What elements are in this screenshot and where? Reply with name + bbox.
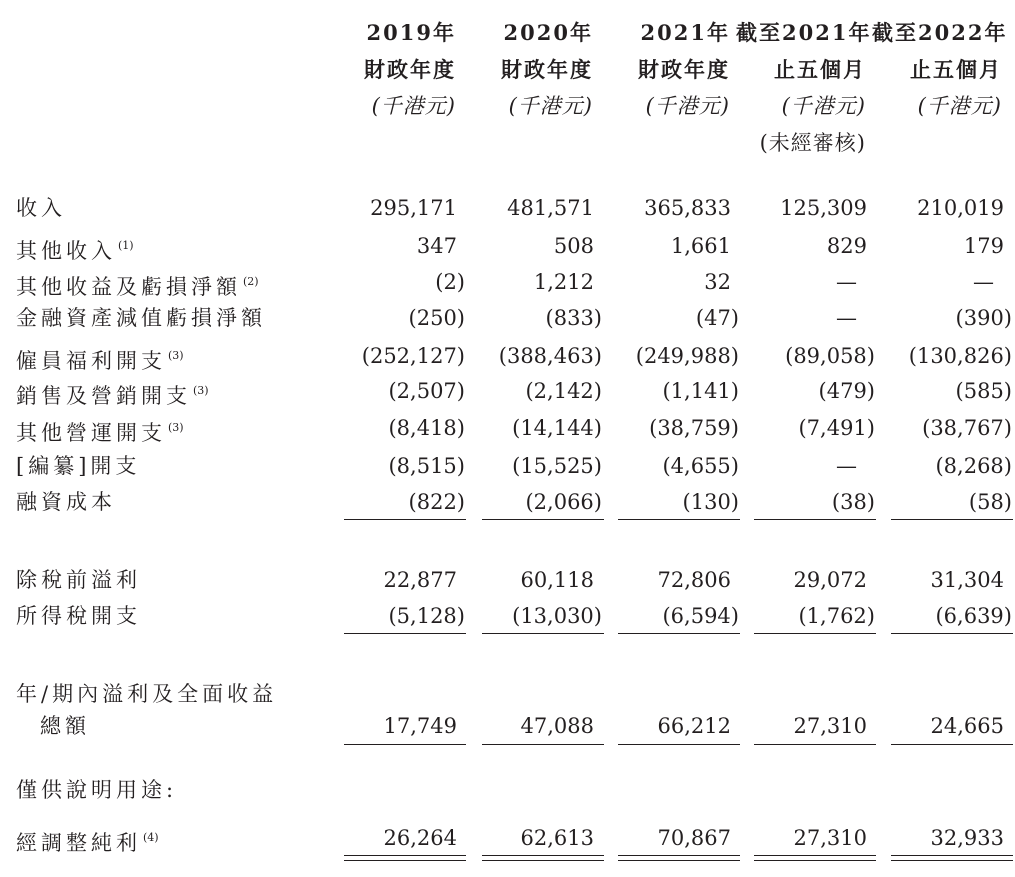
row-label (16, 373, 209, 414)
cell-value: 22,877 (383, 568, 457, 592)
cell-value: (89,058) (785, 344, 875, 368)
header-year: 2020年 (503, 20, 593, 45)
row-label (16, 598, 141, 634)
cell-value: (8,515) (388, 454, 465, 478)
cell-value: (250) (408, 306, 465, 330)
cell-value: (7,491) (798, 416, 875, 440)
cell-value: 24,665 (930, 714, 1004, 738)
cell-value: — (973, 270, 994, 294)
cell-value: (8,418) (388, 416, 465, 440)
cell-value: 47,088 (520, 714, 594, 738)
column-header-5m-2021 (736, 14, 872, 162)
cell-value: (833) (545, 306, 602, 330)
footnote-ref: (3) (168, 421, 184, 434)
header-year: 截至2022年 (872, 20, 1008, 45)
row-label (16, 562, 141, 598)
header-unit: (千港元) (371, 94, 456, 118)
header-period: 財政年度 (501, 57, 593, 82)
row-revenue (0, 190, 1015, 226)
row-total-comprehensive-income (0, 708, 1015, 744)
row-label-text: 年/期內溢利及全面收益 (16, 682, 278, 706)
cell-value: 210,019 (917, 196, 1004, 220)
row-label-text: [編纂]開支 (16, 454, 141, 478)
row-label (16, 264, 259, 305)
cell-value: 17,749 (383, 714, 457, 738)
column-header-5m-2022 (872, 14, 1008, 125)
cell-value: 27,310 (793, 714, 867, 738)
header-period: 財政年度 (638, 57, 730, 82)
cell-value: (822) (408, 490, 465, 514)
header-unit: (千港元) (645, 94, 730, 118)
cell-value: 179 (963, 234, 1004, 258)
header-period: 止五個月 (774, 57, 866, 82)
cell-value: (6,594) (662, 604, 739, 628)
row-income-tax (0, 598, 1015, 634)
row-label (16, 300, 266, 336)
cell-value: (47) (695, 306, 739, 330)
footnote-ref: (3) (168, 349, 184, 362)
row-label (16, 190, 66, 226)
header-period: 止五個月 (910, 57, 1002, 82)
row-label (16, 410, 184, 451)
cell-value: (585) (955, 379, 1012, 403)
footnote-ref: (2) (243, 275, 259, 288)
header-unaudited-note: (未經審核) (759, 131, 866, 155)
header-period: 財政年度 (364, 57, 456, 82)
row-adjusted-net-profit (0, 820, 1015, 856)
row-label-text: 經調整純利 (16, 831, 141, 855)
cell-value: 31,304 (930, 568, 1004, 592)
row-label (16, 228, 134, 269)
cell-value: (2,507) (388, 379, 465, 403)
column-header-2019 (326, 14, 456, 125)
column-header-2020 (463, 14, 593, 125)
row-profit-before-tax (0, 562, 1015, 598)
cell-value: 66,212 (657, 714, 731, 738)
cell-value: (252,127) (361, 344, 465, 368)
cell-value: 508 (553, 234, 594, 258)
row-label-text: 其他收益及虧損淨額 (16, 275, 241, 299)
footnote-ref: (4) (143, 831, 159, 844)
cell-value: (14,144) (512, 416, 602, 440)
row-label-text: 融資成本 (16, 490, 116, 514)
cell-value: (15,525) (512, 454, 602, 478)
cell-value: (8,268) (935, 454, 1012, 478)
header-year: 2019年 (366, 20, 456, 45)
cell-value: (38,759) (649, 416, 739, 440)
row-finance-costs (0, 484, 1015, 520)
row-label-text: 僱員福利開支 (16, 349, 166, 373)
cell-value: — (836, 270, 857, 294)
row-employee-benefits (0, 338, 1015, 374)
cell-value: 26,264 (383, 826, 457, 850)
cell-value: (38) (831, 490, 875, 514)
row-label (16, 484, 116, 520)
cell-value: 32 (704, 270, 731, 294)
row-label-text: 金融資產減值虧損淨額 (16, 306, 266, 330)
row-label (40, 708, 90, 744)
header-year: 截至2021年 (736, 20, 872, 45)
row-label-text: 其他收入 (16, 239, 116, 263)
cell-value: 1,661 (670, 234, 731, 258)
cell-value: 60,118 (520, 568, 594, 592)
cell-value: (249,988) (635, 344, 739, 368)
cell-value: (38,767) (922, 416, 1012, 440)
row-label-text: 其他營運開支 (16, 421, 166, 445)
row-label (16, 772, 177, 808)
column-header-2021 (600, 14, 730, 125)
cell-value: (4,655) (662, 454, 739, 478)
cell-value: 295,171 (370, 196, 457, 220)
cell-value: (2,066) (525, 490, 602, 514)
cell-value: (1,141) (662, 379, 739, 403)
cell-value: (6,639) (935, 604, 1012, 628)
cell-value: — (836, 454, 857, 478)
row-profit-heading (0, 676, 1015, 712)
header-year: 2021年 (640, 20, 730, 45)
row-selling-marketing (0, 373, 1015, 409)
cell-value: 32,933 (930, 826, 1004, 850)
cell-value: (479) (818, 379, 875, 403)
cell-value: 829 (826, 234, 867, 258)
row-label (16, 820, 159, 861)
cell-value: (390) (955, 306, 1012, 330)
cell-value: (58) (968, 490, 1012, 514)
footnote-ref: (3) (193, 384, 209, 397)
cell-value: 1,212 (533, 270, 594, 294)
header-unit: (千港元) (781, 94, 866, 118)
cell-value: 29,072 (793, 568, 867, 592)
cell-value: 347 (416, 234, 457, 258)
header-unit: (千港元) (508, 94, 593, 118)
cell-value: 125,309 (780, 196, 867, 220)
row-label-text: 所得稅開支 (16, 604, 141, 628)
cell-value: 365,833 (644, 196, 731, 220)
row-other-income (0, 228, 1015, 264)
row-label-text: 總額 (40, 714, 90, 738)
cell-value: 62,613 (520, 826, 594, 850)
row-label (16, 448, 140, 484)
cell-value: — (836, 306, 857, 330)
cell-value: 70,867 (657, 826, 731, 850)
cell-value: (2) (435, 270, 465, 294)
row-label-text: 僅供說明用途: (16, 778, 178, 802)
row-other-gains-losses (0, 264, 1015, 300)
row-listing-expenses (0, 448, 1015, 484)
row-impairment-losses (0, 300, 1015, 336)
row-label-text: 收入 (16, 196, 66, 220)
cell-value: 72,806 (657, 568, 731, 592)
row-label-text: 除稅前溢利 (16, 568, 141, 592)
row-label-text: 銷售及營銷開支 (16, 384, 191, 408)
row-illustrative-heading (0, 772, 1015, 808)
cell-value: (130) (682, 490, 739, 514)
cell-value: 27,310 (793, 826, 867, 850)
row-label (16, 676, 277, 712)
cell-value: (388,463) (498, 344, 602, 368)
cell-value: (13,030) (512, 604, 602, 628)
cell-value: (1,762) (798, 604, 875, 628)
header-unit: (千港元) (917, 94, 1002, 118)
cell-value: (5,128) (388, 604, 465, 628)
cell-value: 481,571 (507, 196, 594, 220)
cell-value: (130,826) (908, 344, 1012, 368)
row-other-operating (0, 410, 1015, 446)
cell-value: (2,142) (525, 379, 602, 403)
footnote-ref: (1) (118, 239, 134, 252)
